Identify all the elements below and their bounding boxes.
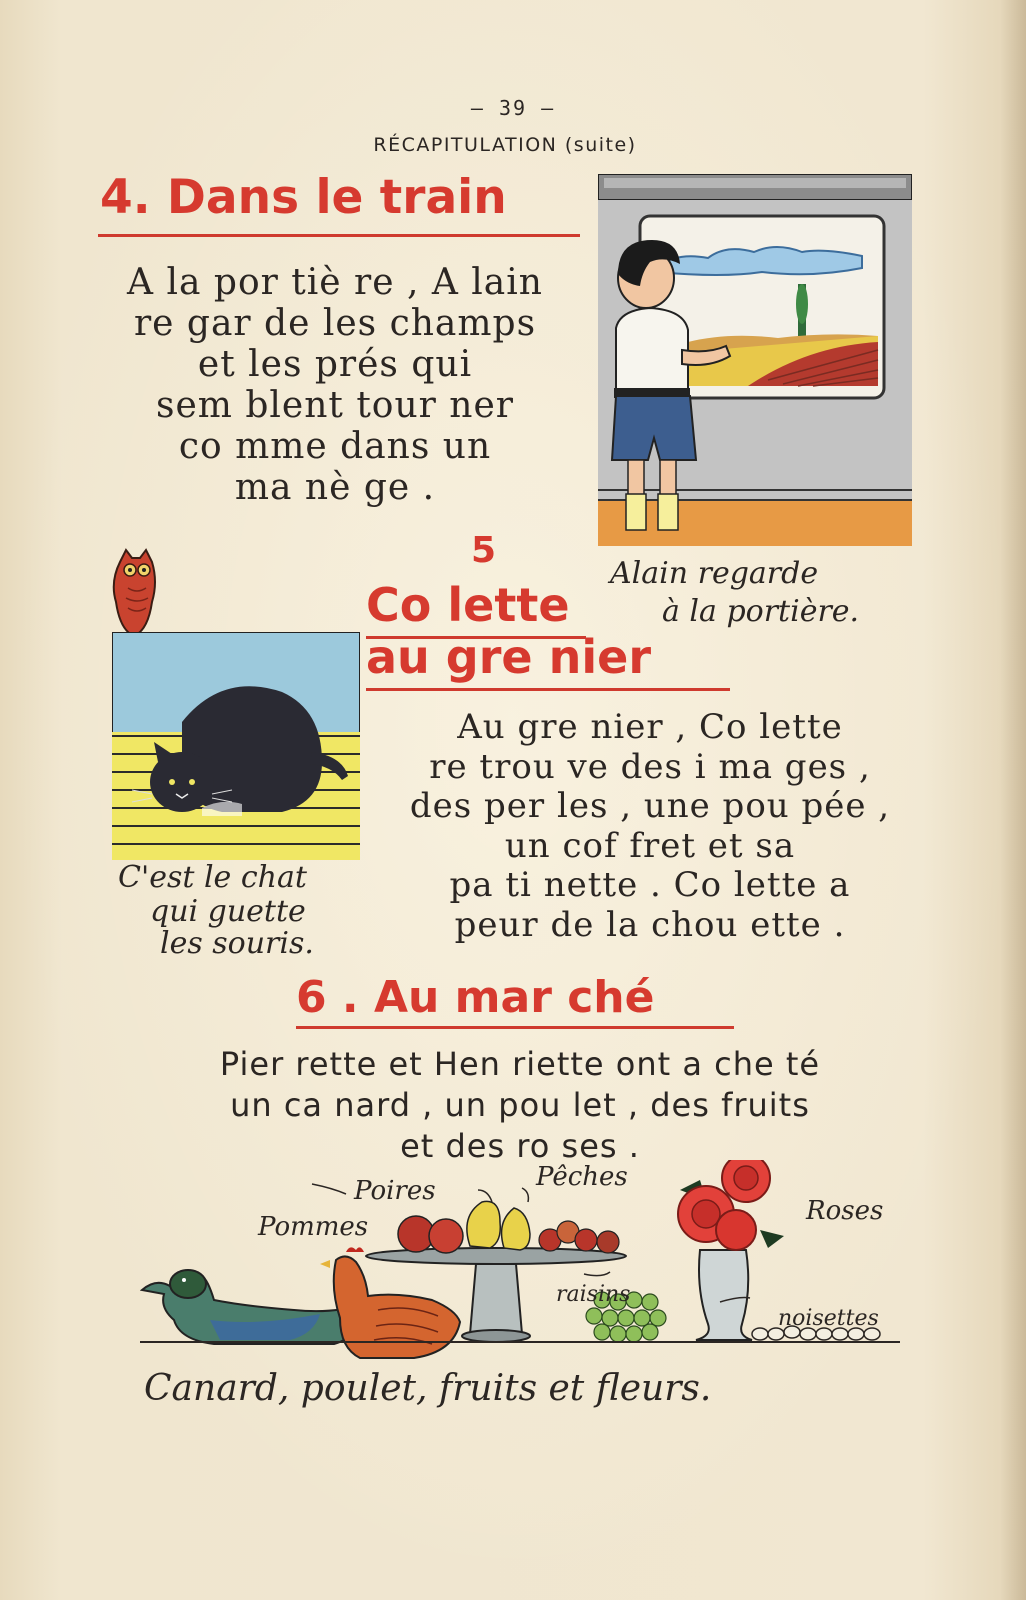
section-5-line: Au gre nier , Co lette (457, 707, 843, 747)
section-5-number: 5 (471, 530, 497, 571)
section-4-text (90, 262, 580, 508)
section-6-caption: Canard, poulet, fruits et fleurs. (144, 1368, 712, 1409)
section-4-line: ma nè ge . (234, 467, 436, 508)
section-5-caption-line-3: les souris. (160, 926, 314, 961)
label-noisettes: noisettes (778, 1306, 879, 1331)
section-6-line: Pier rette et Hen riette ont a che té (219, 1045, 821, 1083)
section-5-title-line-1: Co lette (366, 578, 570, 632)
roses-vase-icon (678, 1160, 784, 1340)
section-4-caption-line-2: à la portière. (662, 594, 860, 629)
section-6-text (100, 1044, 940, 1167)
section-4-underline (98, 234, 580, 237)
section-6-line: et des ro ses . (400, 1127, 640, 1165)
owl-illustration (110, 548, 162, 638)
section-5-caption-line-2: qui guette (150, 894, 306, 929)
label-roses: Roses (806, 1196, 884, 1226)
section-5-title-line-2: au gre nier (366, 630, 652, 684)
section-4-line: A la por tiè re , A lain (127, 262, 543, 303)
section-4-line: et les prés qui (197, 344, 473, 385)
train-window-illustration (598, 174, 912, 546)
label-pommes: Pommes (258, 1212, 369, 1242)
section-4-line: co mme dans un (178, 426, 492, 467)
section-5-text (380, 708, 920, 945)
section-5-caption-line-1: C'est le chat (118, 860, 307, 895)
section-5-line: re trou ve des i ma ges , (429, 746, 871, 787)
duck-icon (142, 1270, 364, 1344)
recap-title: RÉCAPITULATION (suite) (373, 134, 637, 156)
label-poires: Poires (354, 1176, 436, 1206)
section-6-line: un ca nard , un pou let , des fruits (230, 1086, 810, 1124)
section-5-line: peur de la chou ette . (454, 904, 846, 945)
label-peches: Pêches (536, 1162, 628, 1192)
section-5-line: des per les , une pou pée , (409, 786, 891, 826)
section-4-caption-line-1: Alain regarde (610, 556, 819, 591)
section-6-title: 6 . Au mar ché (296, 972, 655, 1023)
market-illustration (140, 1160, 920, 1380)
section-5-line: pa ti nette . Co lette a (449, 865, 851, 905)
cat-illustration (112, 632, 360, 860)
section-4-line: re gar de les champs (133, 303, 537, 344)
label-raisins: raisins (556, 1282, 631, 1307)
section-4-title: 4. Dans le train (100, 170, 507, 225)
page-number: — 39 — (470, 96, 556, 120)
section-6-underline (296, 1026, 734, 1029)
page-spine-shadow (1000, 0, 1026, 1600)
section-4-line: sem blent tour ner (156, 385, 514, 426)
section-5-line: un cof fret et sa (504, 825, 796, 866)
section-5-underline-2 (366, 688, 730, 691)
